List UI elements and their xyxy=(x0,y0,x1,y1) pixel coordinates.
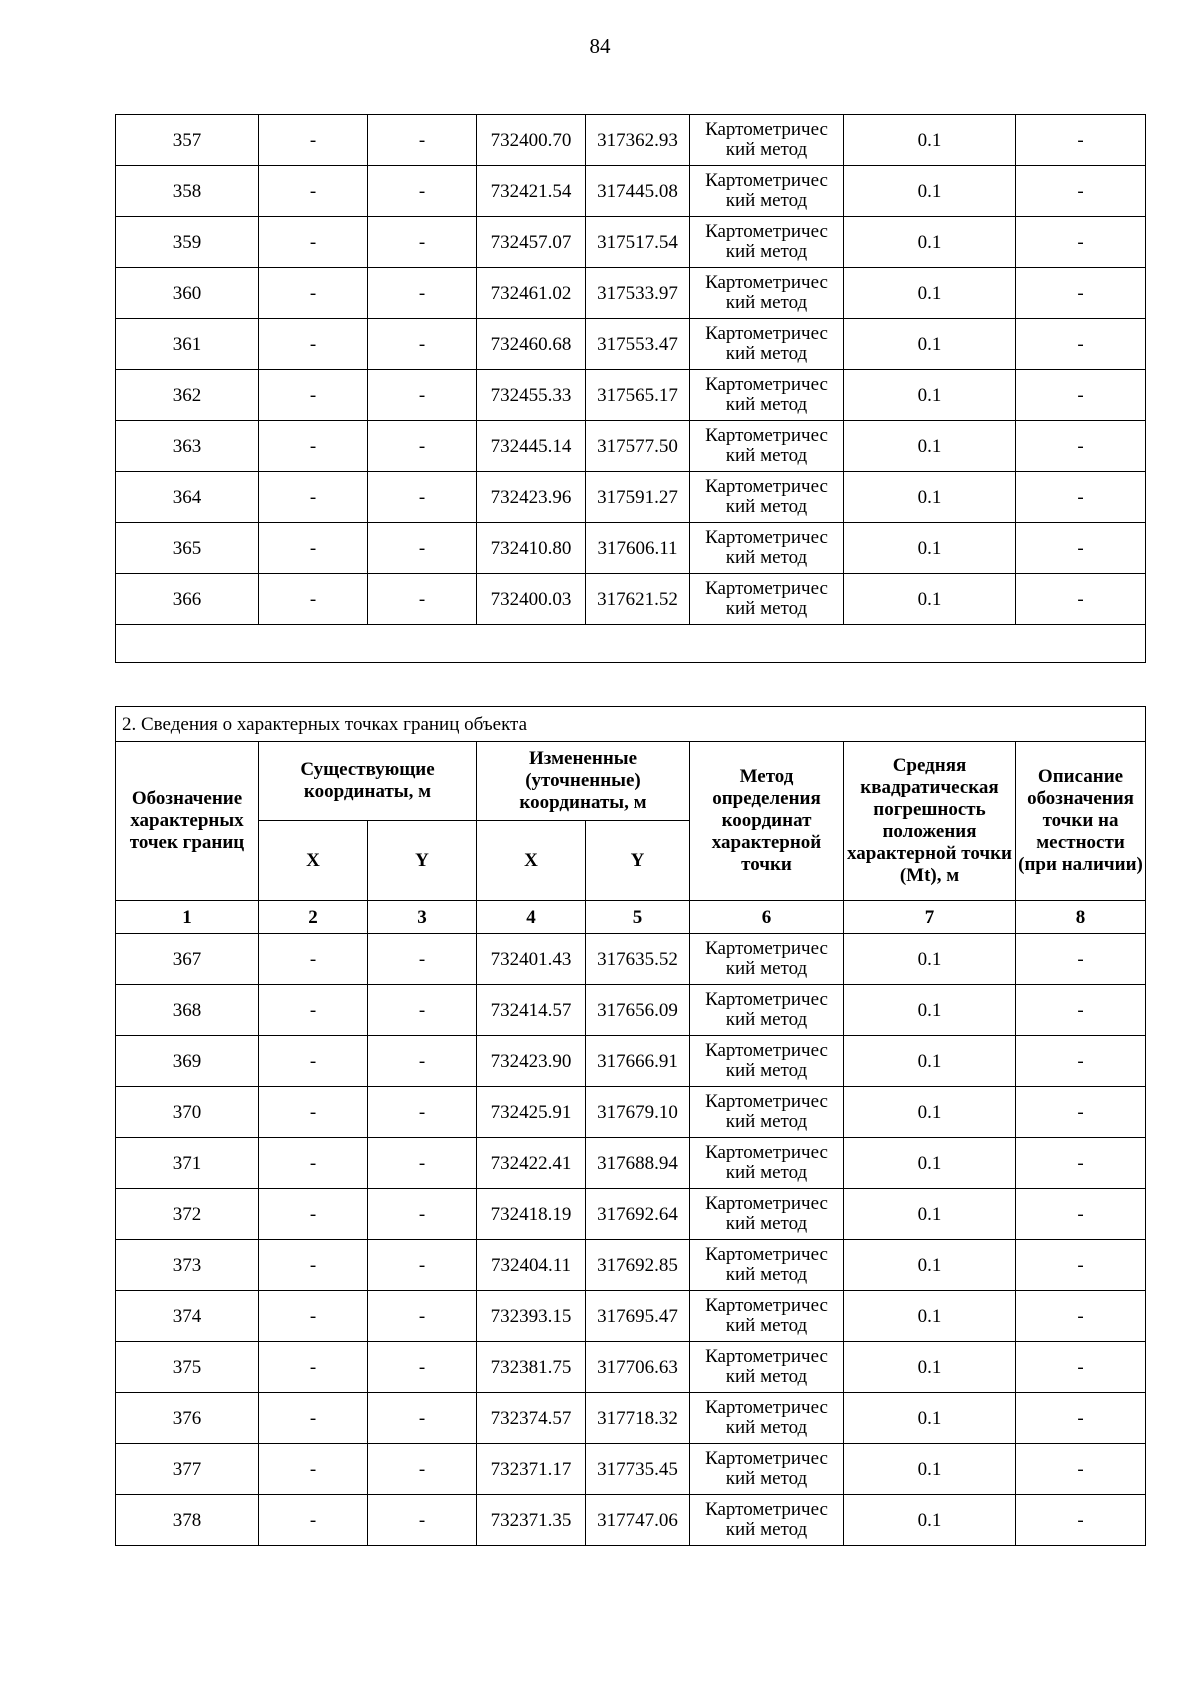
y-cell: 317445.08 xyxy=(586,166,690,217)
x-cell: 732457.07 xyxy=(477,217,586,268)
existing-x-cell: - xyxy=(259,1138,368,1189)
x-cell: 732455.33 xyxy=(477,370,586,421)
column-number: 7 xyxy=(844,901,1016,934)
table-row xyxy=(116,268,1146,319)
y-cell: 317533.97 xyxy=(586,268,690,319)
existing-y-cell: - xyxy=(368,1087,477,1138)
y-cell: 317621.52 xyxy=(586,574,690,625)
point-cell: 366 xyxy=(116,574,259,625)
point-cell: 359 xyxy=(116,217,259,268)
y-cell: 317656.09 xyxy=(586,985,690,1036)
table-row xyxy=(116,1495,1146,1546)
existing-x-cell: - xyxy=(259,268,368,319)
column-number: 8 xyxy=(1016,901,1146,934)
mt-cell: 0.1 xyxy=(844,370,1016,421)
header-description: Описание обозначения точки на местности (при наличии) xyxy=(1016,742,1146,901)
x-cell: 732381.75 xyxy=(477,1342,586,1393)
existing-y-cell: - xyxy=(368,319,477,370)
table-row xyxy=(116,421,1146,472)
table-row xyxy=(116,472,1146,523)
x-cell: 732410.80 xyxy=(477,523,586,574)
mt-cell: 0.1 xyxy=(844,934,1016,985)
table-a-body xyxy=(116,115,1146,625)
mt-cell: 0.1 xyxy=(844,1087,1016,1138)
existing-y-cell: - xyxy=(368,217,477,268)
y-cell: 317666.91 xyxy=(586,1036,690,1087)
description-cell: - xyxy=(1016,1138,1146,1189)
existing-x-cell: - xyxy=(259,1444,368,1495)
mt-cell: 0.1 xyxy=(844,472,1016,523)
description-cell: - xyxy=(1016,1444,1146,1495)
existing-y-cell: - xyxy=(368,1393,477,1444)
point-cell: 378 xyxy=(116,1495,259,1546)
mt-cell: 0.1 xyxy=(844,1036,1016,1087)
y-cell: 317362.93 xyxy=(586,115,690,166)
method-cell: Картометричес кий метод xyxy=(690,1189,844,1240)
existing-x-cell: - xyxy=(259,1342,368,1393)
existing-y-cell: - xyxy=(368,166,477,217)
x-cell: 732460.68 xyxy=(477,319,586,370)
x-cell: 732423.90 xyxy=(477,1036,586,1087)
y-cell: 317692.85 xyxy=(586,1240,690,1291)
table-row xyxy=(116,1291,1146,1342)
table-row xyxy=(116,1189,1146,1240)
y-cell: 317706.63 xyxy=(586,1342,690,1393)
method-cell: Картометричес кий метод xyxy=(690,115,844,166)
method-cell: Картометричес кий метод xyxy=(690,1444,844,1495)
column-number: 6 xyxy=(690,901,844,934)
existing-x-cell: - xyxy=(259,370,368,421)
existing-y-cell: - xyxy=(368,523,477,574)
existing-y-cell: - xyxy=(368,574,477,625)
existing-y-cell: - xyxy=(368,985,477,1036)
method-cell: Картометричес кий метод xyxy=(690,319,844,370)
x-cell: 732414.57 xyxy=(477,985,586,1036)
method-cell: Картометричес кий метод xyxy=(690,1291,844,1342)
y-cell: 317679.10 xyxy=(586,1087,690,1138)
mt-cell: 0.1 xyxy=(844,319,1016,370)
existing-x-cell: - xyxy=(259,523,368,574)
header-existing-x: X xyxy=(259,821,368,901)
table-row xyxy=(116,217,1146,268)
header-row xyxy=(116,742,1146,821)
header-point: Обозначение характерных точек границ xyxy=(116,742,259,901)
table-row xyxy=(116,523,1146,574)
method-cell: Картометричес кий метод xyxy=(690,421,844,472)
point-cell: 362 xyxy=(116,370,259,421)
description-cell: - xyxy=(1016,1393,1146,1444)
method-cell: Картометричес кий метод xyxy=(690,523,844,574)
table-row xyxy=(116,1342,1146,1393)
method-cell: Картометричес кий метод xyxy=(690,1342,844,1393)
mt-cell: 0.1 xyxy=(844,1189,1016,1240)
table-b-body xyxy=(116,934,1146,1546)
mt-cell: 0.1 xyxy=(844,268,1016,319)
existing-x-cell: - xyxy=(259,1291,368,1342)
description-cell: - xyxy=(1016,1291,1146,1342)
description-cell: - xyxy=(1016,370,1146,421)
x-cell: 732400.70 xyxy=(477,115,586,166)
mt-cell: 0.1 xyxy=(844,115,1016,166)
existing-y-cell: - xyxy=(368,268,477,319)
y-cell: 317591.27 xyxy=(586,472,690,523)
mt-cell: 0.1 xyxy=(844,985,1016,1036)
x-cell: 732422.41 xyxy=(477,1138,586,1189)
existing-x-cell: - xyxy=(259,1189,368,1240)
x-cell: 732418.19 xyxy=(477,1189,586,1240)
point-cell: 367 xyxy=(116,934,259,985)
column-number: 1 xyxy=(116,901,259,934)
x-cell: 732423.96 xyxy=(477,472,586,523)
existing-x-cell: - xyxy=(259,1087,368,1138)
description-cell: - xyxy=(1016,1240,1146,1291)
header-changed: Измененные (уточненные) координаты, м xyxy=(477,742,690,821)
column-number-row xyxy=(116,901,1146,934)
method-cell: Картометричес кий метод xyxy=(690,1036,844,1087)
y-cell: 317735.45 xyxy=(586,1444,690,1495)
point-cell: 370 xyxy=(116,1087,259,1138)
table-row xyxy=(116,1087,1146,1138)
column-number: 3 xyxy=(368,901,477,934)
y-cell: 317688.94 xyxy=(586,1138,690,1189)
existing-x-cell: - xyxy=(259,934,368,985)
table-row xyxy=(116,370,1146,421)
point-cell: 371 xyxy=(116,1138,259,1189)
mt-cell: 0.1 xyxy=(844,1444,1016,1495)
method-cell: Картометричес кий метод xyxy=(690,1393,844,1444)
existing-x-cell: - xyxy=(259,319,368,370)
mt-cell: 0.1 xyxy=(844,1495,1016,1546)
description-cell: - xyxy=(1016,574,1146,625)
description-cell: - xyxy=(1016,985,1146,1036)
method-cell: Картометричес кий метод xyxy=(690,574,844,625)
y-cell: 317635.52 xyxy=(586,934,690,985)
x-cell: 732445.14 xyxy=(477,421,586,472)
mt-cell: 0.1 xyxy=(844,1138,1016,1189)
x-cell: 732374.57 xyxy=(477,1393,586,1444)
method-cell: Картометричес кий метод xyxy=(690,1087,844,1138)
mt-cell: 0.1 xyxy=(844,1342,1016,1393)
table-row xyxy=(116,319,1146,370)
existing-x-cell: - xyxy=(259,1393,368,1444)
existing-x-cell: - xyxy=(259,217,368,268)
table-row xyxy=(116,934,1146,985)
x-cell: 732371.17 xyxy=(477,1444,586,1495)
method-cell: Картометричес кий метод xyxy=(690,934,844,985)
mt-cell: 0.1 xyxy=(844,574,1016,625)
description-cell: - xyxy=(1016,934,1146,985)
coordinates-table-continued xyxy=(115,114,1146,663)
y-cell: 317692.64 xyxy=(586,1189,690,1240)
method-cell: Картометричес кий метод xyxy=(690,1495,844,1546)
existing-y-cell: - xyxy=(368,1342,477,1393)
description-cell: - xyxy=(1016,1342,1146,1393)
existing-x-cell: - xyxy=(259,472,368,523)
existing-x-cell: - xyxy=(259,985,368,1036)
existing-y-cell: - xyxy=(368,1291,477,1342)
page-number: 84 xyxy=(589,34,611,58)
y-cell: 317695.47 xyxy=(586,1291,690,1342)
y-cell: 317517.54 xyxy=(586,217,690,268)
existing-x-cell: - xyxy=(259,1495,368,1546)
header-error: Средняя квадратическая погрешность положения характерной точки (Mt), м xyxy=(844,742,1016,901)
header-changed-x: X xyxy=(477,821,586,901)
point-cell: 360 xyxy=(116,268,259,319)
point-cell: 369 xyxy=(116,1036,259,1087)
mt-cell: 0.1 xyxy=(844,1291,1016,1342)
x-cell: 732461.02 xyxy=(477,268,586,319)
description-cell: - xyxy=(1016,1189,1146,1240)
point-cell: 364 xyxy=(116,472,259,523)
existing-y-cell: - xyxy=(368,1495,477,1546)
description-cell: - xyxy=(1016,421,1146,472)
existing-y-cell: - xyxy=(368,1189,477,1240)
point-cell: 372 xyxy=(116,1189,259,1240)
empty-row xyxy=(116,625,1146,663)
description-cell: - xyxy=(1016,268,1146,319)
method-cell: Картометричес кий метод xyxy=(690,268,844,319)
point-cell: 363 xyxy=(116,421,259,472)
table-row xyxy=(116,985,1146,1036)
y-cell: 317553.47 xyxy=(586,319,690,370)
column-number: 2 xyxy=(259,901,368,934)
column-number: 4 xyxy=(477,901,586,934)
point-cell: 373 xyxy=(116,1240,259,1291)
mt-cell: 0.1 xyxy=(844,421,1016,472)
column-number: 5 xyxy=(586,901,690,934)
table-row xyxy=(116,574,1146,625)
mt-cell: 0.1 xyxy=(844,1240,1016,1291)
table-row xyxy=(116,166,1146,217)
existing-x-cell: - xyxy=(259,115,368,166)
y-cell: 317747.06 xyxy=(586,1495,690,1546)
existing-x-cell: - xyxy=(259,166,368,217)
existing-y-cell: - xyxy=(368,1138,477,1189)
point-cell: 377 xyxy=(116,1444,259,1495)
table-row xyxy=(116,1444,1146,1495)
table-row xyxy=(116,1036,1146,1087)
description-cell: - xyxy=(1016,217,1146,268)
existing-y-cell: - xyxy=(368,472,477,523)
table-row xyxy=(116,1138,1146,1189)
x-cell: 732425.91 xyxy=(477,1087,586,1138)
description-cell: - xyxy=(1016,1087,1146,1138)
header-changed-y: Y xyxy=(586,821,690,901)
point-cell: 357 xyxy=(116,115,259,166)
existing-x-cell: - xyxy=(259,1240,368,1291)
y-cell: 317718.32 xyxy=(586,1393,690,1444)
description-cell: - xyxy=(1016,523,1146,574)
description-cell: - xyxy=(1016,166,1146,217)
x-cell: 732421.54 xyxy=(477,166,586,217)
existing-x-cell: - xyxy=(259,574,368,625)
description-cell: - xyxy=(1016,319,1146,370)
mt-cell: 0.1 xyxy=(844,523,1016,574)
description-cell: - xyxy=(1016,1495,1146,1546)
table-row xyxy=(116,115,1146,166)
header-existing-y: Y xyxy=(368,821,477,901)
method-cell: Картометричес кий метод xyxy=(690,1240,844,1291)
section-caption-row xyxy=(116,707,1146,742)
existing-x-cell: - xyxy=(259,1036,368,1087)
x-cell: 732404.11 xyxy=(477,1240,586,1291)
characteristic-points-table xyxy=(115,706,1146,1546)
mt-cell: 0.1 xyxy=(844,166,1016,217)
existing-y-cell: - xyxy=(368,370,477,421)
point-cell: 361 xyxy=(116,319,259,370)
existing-y-cell: - xyxy=(368,1036,477,1087)
header-existing: Существующие координаты, м xyxy=(259,742,477,821)
y-cell: 317565.17 xyxy=(586,370,690,421)
description-cell: - xyxy=(1016,472,1146,523)
point-cell: 358 xyxy=(116,166,259,217)
existing-y-cell: - xyxy=(368,115,477,166)
mt-cell: 0.1 xyxy=(844,217,1016,268)
y-cell: 317577.50 xyxy=(586,421,690,472)
point-cell: 375 xyxy=(116,1342,259,1393)
method-cell: Картометричес кий метод xyxy=(690,985,844,1036)
method-cell: Картометричес кий метод xyxy=(690,1138,844,1189)
x-cell: 732393.15 xyxy=(477,1291,586,1342)
method-cell: Картометричес кий метод xyxy=(690,472,844,523)
point-cell: 374 xyxy=(116,1291,259,1342)
method-cell: Картометричес кий метод xyxy=(690,217,844,268)
description-cell: - xyxy=(1016,1036,1146,1087)
x-cell: 732400.03 xyxy=(477,574,586,625)
point-cell: 368 xyxy=(116,985,259,1036)
description-cell: - xyxy=(1016,115,1146,166)
x-cell: 732371.35 xyxy=(477,1495,586,1546)
existing-x-cell: - xyxy=(259,421,368,472)
y-cell: 317606.11 xyxy=(586,523,690,574)
point-cell: 376 xyxy=(116,1393,259,1444)
existing-y-cell: - xyxy=(368,421,477,472)
existing-y-cell: - xyxy=(368,1444,477,1495)
section-title: 2. Сведения о характерных точках границ объекта xyxy=(116,707,1146,742)
header-method: Метод определения координат характерной точки xyxy=(690,742,844,901)
table-row xyxy=(116,1393,1146,1444)
x-cell: 732401.43 xyxy=(477,934,586,985)
point-cell: 365 xyxy=(116,523,259,574)
method-cell: Картометричес кий метод xyxy=(690,166,844,217)
table-row xyxy=(116,1240,1146,1291)
method-cell: Картометричес кий метод xyxy=(690,370,844,421)
existing-y-cell: - xyxy=(368,934,477,985)
mt-cell: 0.1 xyxy=(844,1393,1016,1444)
existing-y-cell: - xyxy=(368,1240,477,1291)
